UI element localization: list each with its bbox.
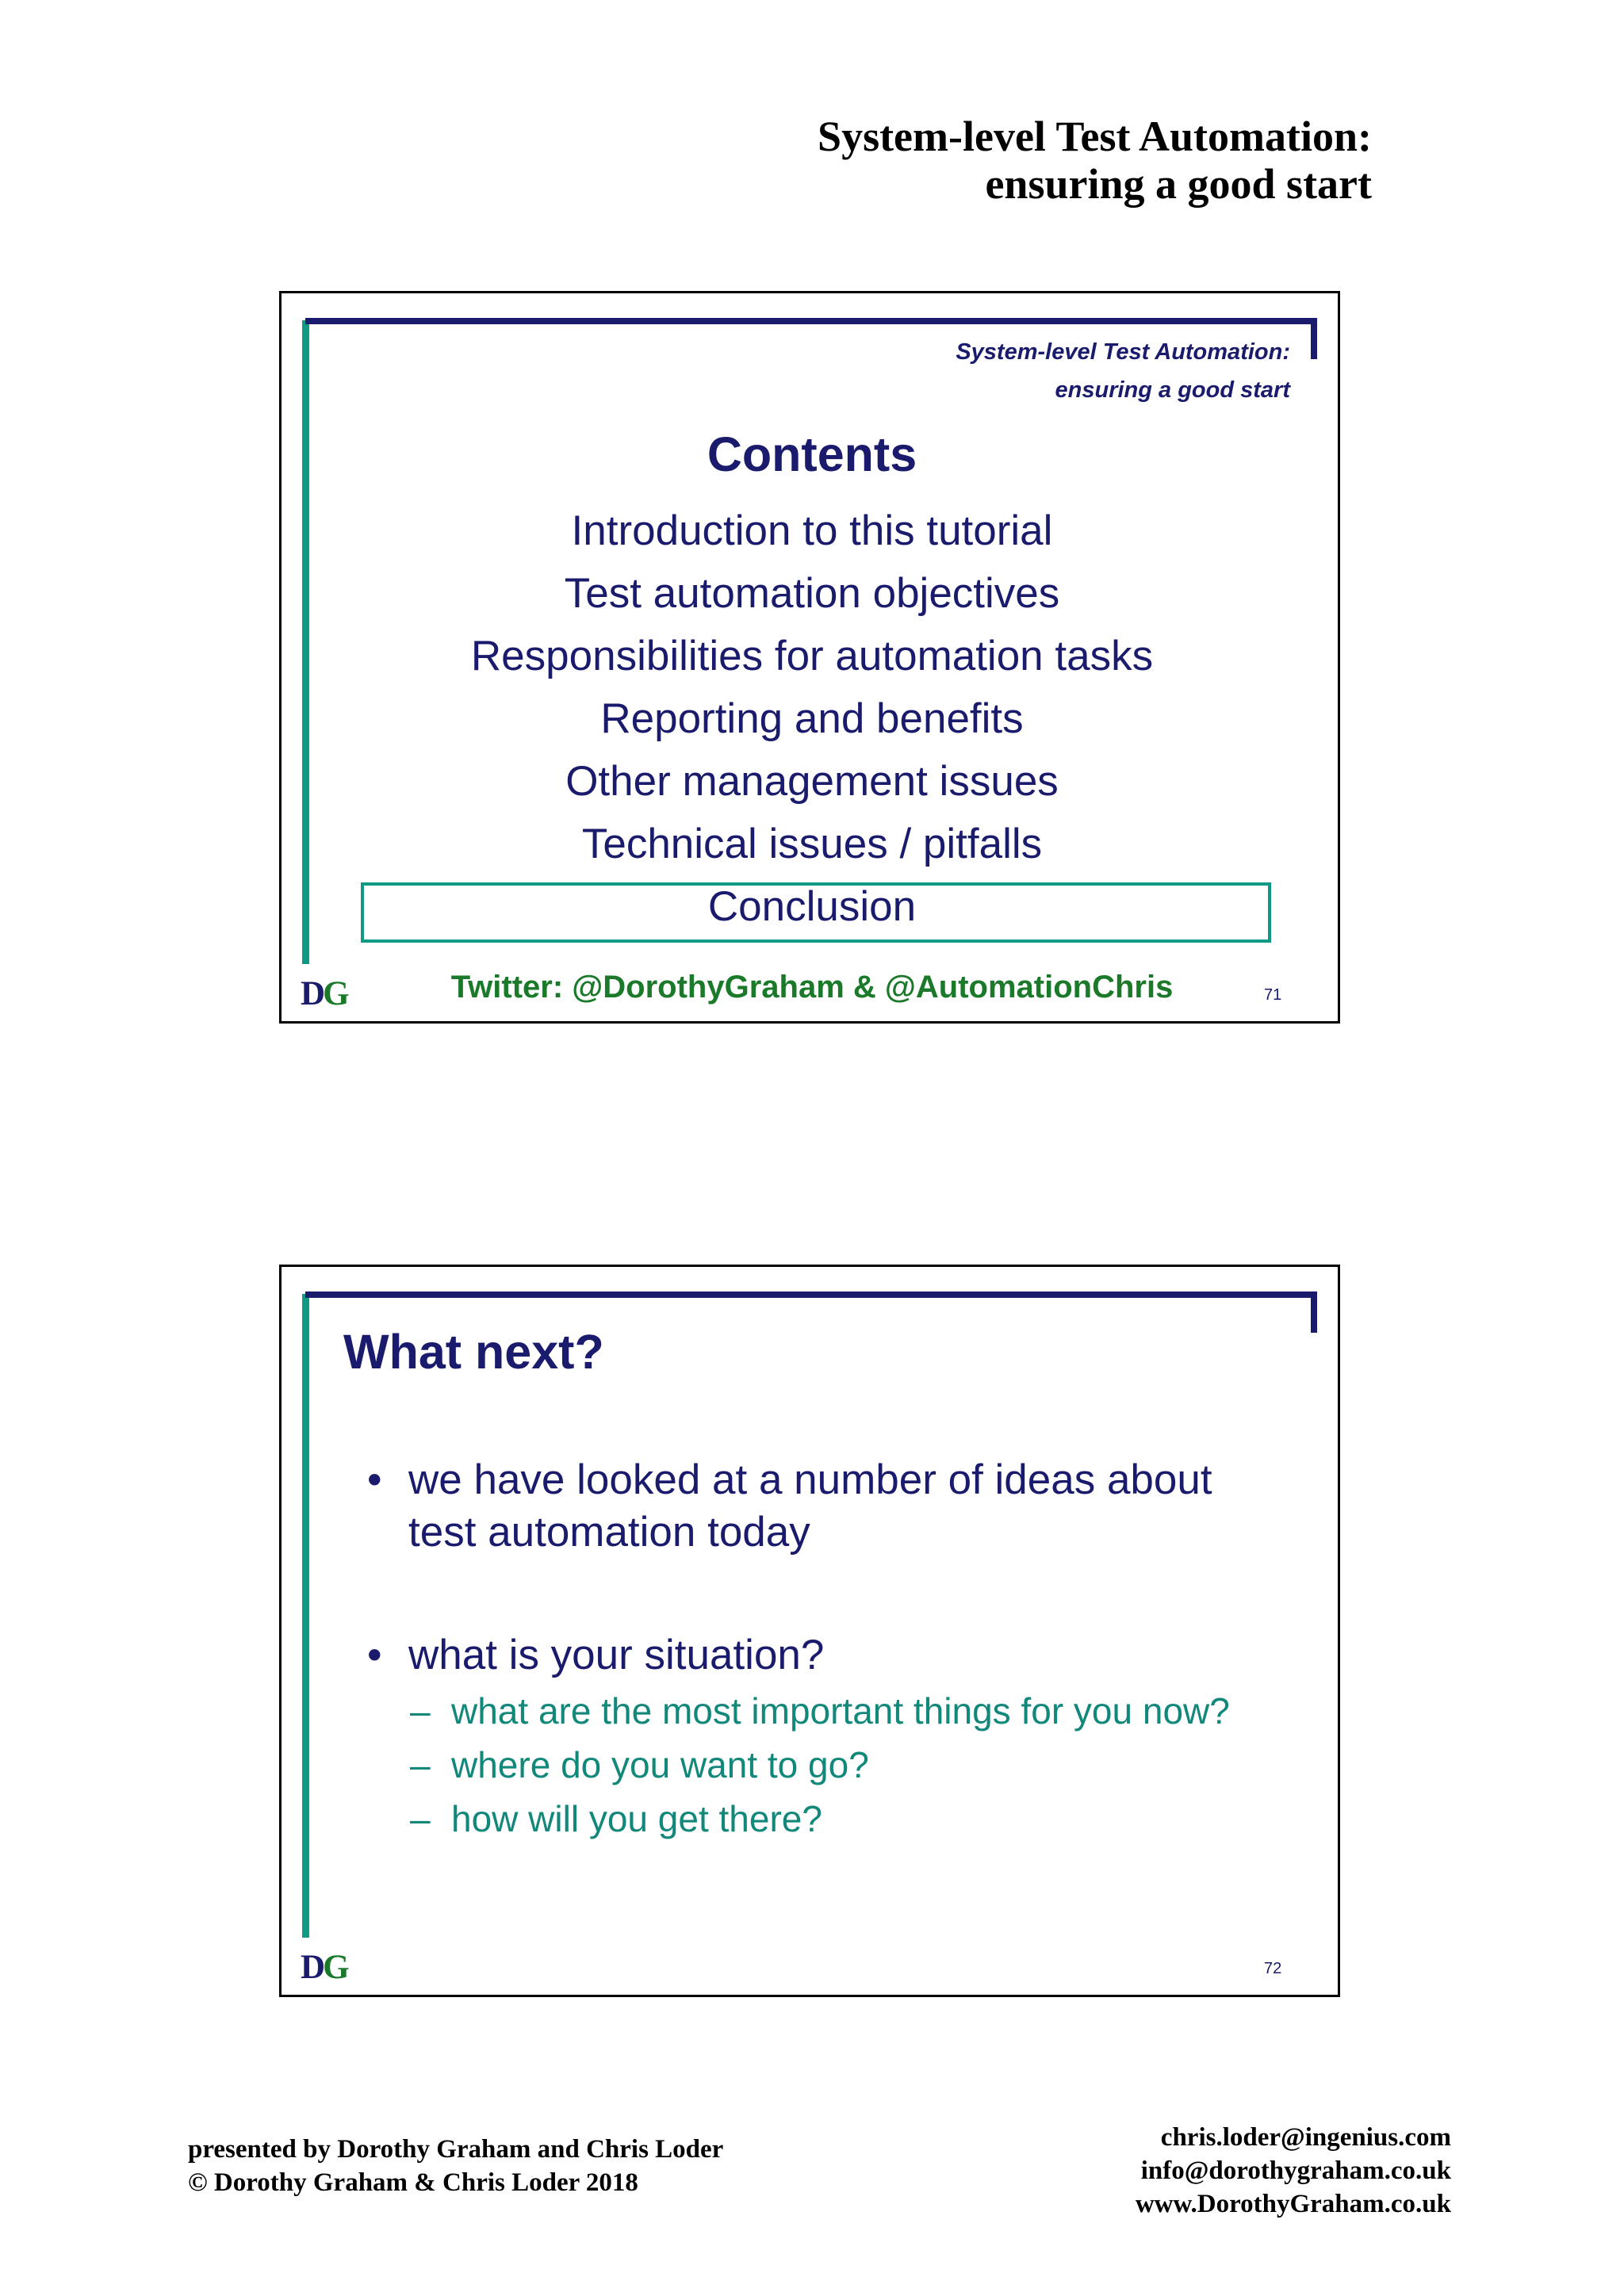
toc-item-current: Conclusion [707,883,917,930]
dg-logo [301,977,347,1011]
slide-number: 72 [1264,1960,1282,1977]
toc-item: Reporting and benefits [600,695,1024,742]
bullet-item [367,1454,1265,1559]
slide-top-accent-bar [305,1292,1317,1298]
footer-left-line2: © Dorothy Graham & Chris Loder 2018 [188,2168,638,2197]
slide-title: What next? [343,1325,604,1379]
dash-icon: – [410,1744,431,1785]
sub-bullet-text: what are the most important things for you now? [451,1690,1230,1732]
bullet-text: we have looked at a number of ideas about test automation today [408,1456,1212,1556]
sub-bullet-item [410,1743,869,1787]
bullet-dot-icon: • [367,1632,382,1678]
page-header-line1: System-level Test Automation: [818,113,1372,160]
footer-presenters [188,2133,723,2199]
slide-right-accent-bar [1311,1292,1317,1333]
sub-bullet-item [410,1689,1230,1733]
bullet-dot-icon: • [367,1456,382,1503]
sub-bullet-item [410,1797,822,1841]
toc-item: Introduction to this tutorial [571,507,1053,554]
bullet-item [367,1629,1265,1682]
footer-left-line1: presented by Dorothy Graham and Chris Loder [188,2135,724,2164]
toc-item: Test automation objectives [564,570,1060,617]
dg-logo-d: D [301,1949,324,1986]
footer-email-info: info@dorothygraham.co.uk [1140,2156,1451,2185]
footer-contacts [1136,2121,1451,2221]
page-header [658,113,1372,208]
table-of-contents [282,499,1342,938]
slide-top-accent-bar [305,318,1317,324]
slide-contents [279,291,1340,1024]
dg-logo [301,1950,347,1984]
footer-website: www.DorothyGraham.co.uk [1135,2190,1451,2218]
slide-header-line2: ensuring a good start [1055,377,1290,403]
page-header-line2: ensuring a good start [985,160,1372,208]
slide-left-accent-bar [302,1294,309,1938]
footer-email-chris: chris.loder@ingenius.com [1160,2123,1451,2152]
slide-number: 71 [1264,986,1282,1004]
twitter-handles: Twitter: @DorothyGraham & @AutomationChris [450,970,1174,1004]
contents-title: Contents [707,427,917,481]
dg-logo-g: G [323,1949,347,1986]
slide-header [956,333,1290,409]
toc-item: Other management issues [565,758,1059,805]
slide-what-next [279,1265,1340,1997]
dg-logo-d: D [301,975,324,1012]
slide-right-accent-bar [1311,318,1317,359]
toc-item: Technical issues / pitfalls [581,821,1043,867]
dash-icon: – [410,1690,431,1732]
dash-icon: – [410,1798,431,1839]
sub-bullet-text: how will you get there? [451,1798,822,1839]
bullet-text: what is your situation? [408,1632,825,1678]
dg-logo-g: G [323,975,347,1012]
sub-bullet-text: where do you want to go? [451,1744,869,1785]
toc-item: Responsibilities for automation tasks [470,633,1154,679]
slide-header-line1: System-level Test Automation: [956,339,1290,365]
